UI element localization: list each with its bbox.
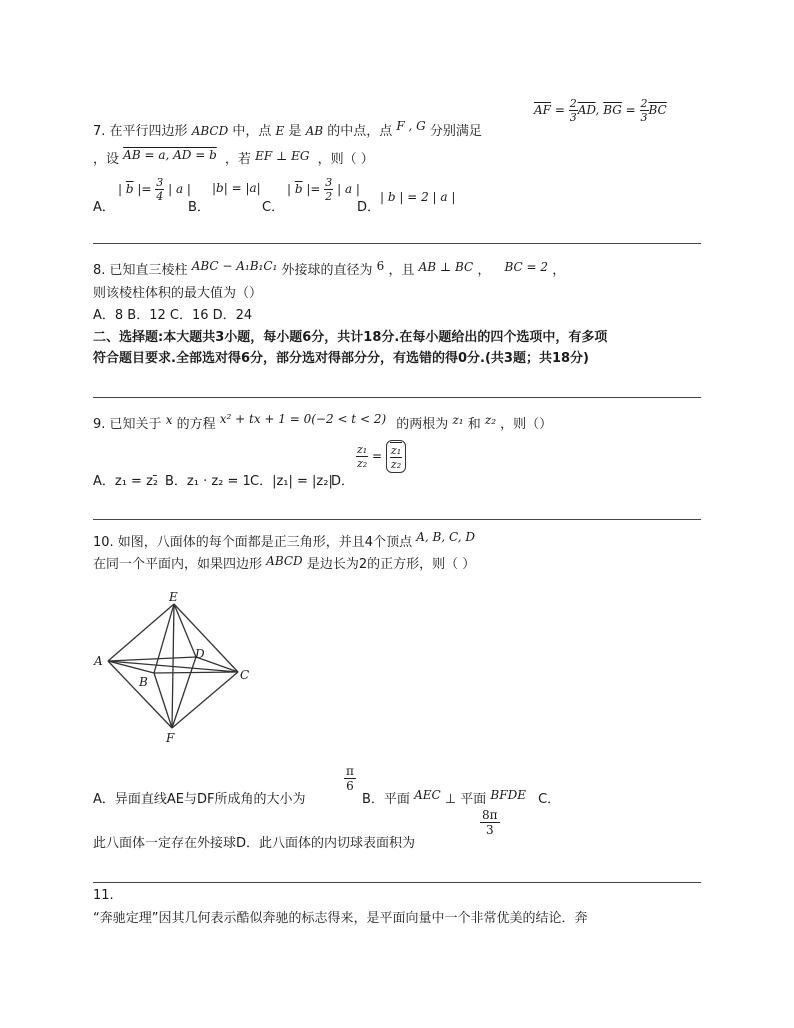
q8-bc: BC = 2 [504, 260, 549, 274]
q9-option-c: C．|z₁| = |z₂| [250, 474, 333, 489]
q7-perp: EF ⊥ EG [255, 149, 310, 163]
q7-option-c: | $\overline{b}$ |= $\frac{3}{2}$ | a | [287, 176, 360, 203]
q9-option-d-formula: $\frac{\text{z₁}}{\text{z₂}}$ = $\frac{\text{z₁}}{\text{z₂}}$ [356, 440, 406, 473]
q9-option-a: A．z₁ = z₂̄ [93, 474, 159, 489]
q8-diameter: 6 [376, 259, 385, 273]
q10-aec: AEC [414, 788, 441, 802]
q8-perp: AB ⊥ BC [418, 260, 474, 274]
vertex-label-d: D [195, 647, 205, 661]
q7-option-a-label: A． [93, 200, 115, 215]
q9-option-b: B．z₁ · z₂ = 1 [165, 474, 251, 489]
q7-abcd: ABCD [191, 124, 229, 138]
q7-line2: ，设 AB = a, AD = b ，若 EF ⊥ EG ，则（ ） [93, 148, 374, 167]
q7-option-c-label: C． [262, 200, 285, 215]
q10-line2: 在同一个平面内，如果四边形 ABCD 是边长为2的正方形，则（ ） [93, 554, 476, 572]
q7-fg: F , G [396, 119, 426, 133]
q11-number: 11. [93, 888, 114, 903]
q8-question: 则该棱柱体积的最大值为（） [93, 286, 263, 301]
vertex-label-a: A [94, 654, 103, 668]
vertex-label-f: F [166, 731, 175, 745]
vertex-label-c: C [240, 668, 250, 682]
separator-q7-q8 [93, 243, 701, 244]
q7-option-d: | b | = 2 | a | [380, 190, 456, 204]
q10-option-b: B．平面 AEC ⊥ 平面 BFDE C． [362, 788, 561, 807]
vertex-label-e: E [169, 590, 178, 604]
q7-ab: AB [305, 124, 324, 138]
q8-options: A．8 B．12 C．16 D．24 [93, 308, 253, 323]
q8-prism: ABC − A₁B₁C₁ [191, 259, 278, 273]
q8-stem: 8. 已知直三棱柱 ABC − A₁B₁C₁ 外接球的直径为 6 ，且 AB ⊥ BC ， BC = 2 ， [93, 259, 566, 278]
q11-text: “奔驰定理”因其几何表示酷似奔驰的标志得来，是平面向量中一个非常优美的结论．奔 [93, 911, 588, 926]
q9-x: x [165, 413, 173, 427]
section2-heading-line2: 符合题目要求.全部选对得6分，部分选对得部分分，有选错的得0分.(共3题；共18分) [93, 351, 589, 366]
edge-ad [108, 657, 196, 661]
separator-q8-q9 [93, 397, 701, 398]
q9-equation: x² + tx + 1 = 0(−2 < t < 2) [219, 412, 387, 426]
q10-stem: 10. 如图，八面体的每个面都是正三角形，并且4个顶点 A, B, C, D [93, 530, 475, 550]
q10-abcd: ABCD [266, 554, 303, 568]
q10-option-d-fraction: 8π 3 [482, 808, 498, 837]
q9-option-d-label: D． [331, 474, 355, 489]
edge-bc [154, 672, 238, 673]
edge-ed [174, 604, 196, 657]
q10-bfde: BFDE [490, 788, 526, 802]
q7-option-a: | $\overline{b}$ |= $\frac{3}{4}$ | a | [118, 176, 191, 203]
section2-heading-line1: 二、选择题:本大题共3小题，每小题6分，共计18分.在每小题给出的四个选项中，有多项 [93, 330, 608, 345]
edge-eb [154, 604, 174, 673]
q7-option-d-label: D． [357, 200, 381, 215]
edge-ea [108, 604, 174, 661]
q7-option-b-label: B． [188, 200, 210, 215]
octahedron-figure [90, 585, 260, 747]
q10-option-a-fraction: π 6 [346, 764, 354, 793]
edge-af [108, 661, 172, 728]
q10-option-c-d: 此八面体一定存在外接球D．此八面体的内切球表面积为 [93, 836, 416, 851]
vertex-label-b: B [139, 675, 148, 689]
separator-q9-q10 [93, 519, 701, 520]
q10-points: A, B, C, D [416, 530, 475, 544]
edge-bf [154, 673, 172, 728]
separator-q10-q11 [93, 882, 701, 883]
q7-option-b: |b| = |a| [212, 181, 261, 195]
q9-stem: 9. 已知关于 x 的方程 x² + tx + 1 = 0(−2 < t < 2) 的两根为 z₁ 和 z₂ ，则（） [93, 412, 553, 432]
q9-z2: z₂ [484, 413, 497, 427]
q7-point-e: E [275, 124, 285, 138]
edge-ec [174, 604, 238, 672]
q7-vectors: AB = a, AD = b [123, 148, 217, 162]
q9-z1: z₁ [452, 413, 464, 427]
q10-option-a: A．异面直线AE与DF所成角的大小为 [93, 792, 306, 807]
q7-stem: 7. 在平行四边形 ABCD 中，点 E 是 AB 的中点，点 F , G 分别满足 [93, 119, 482, 139]
q7-condition: $\overline{AF}$ = $\frac{2}{3}$ $\overline{AD}$, $\overline{BG}$ = $\frac{2}{3}$ $\overline{BC}$ [534, 97, 667, 124]
